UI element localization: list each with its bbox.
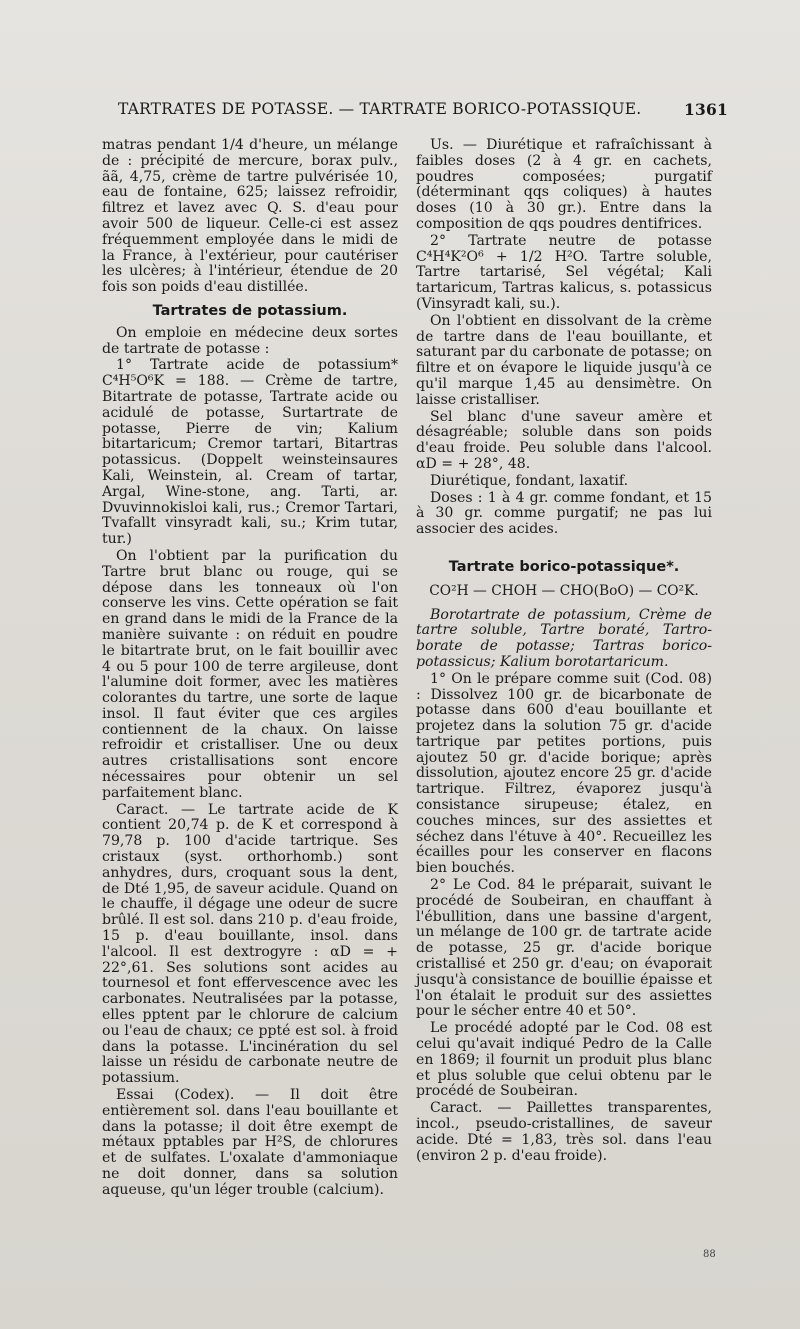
paragraph-preparation: 1° On le prépare comme suit (Cod. 08) : Dissolvez 100 gr. de bicarbonate de potasse dans 600 d'eau bouillante et projetez dans la solution 75 gr. d'acide tartrique par petites portions, puis ajoutez 50 gr. d'acide borique; après dissolution, ajoutez encore 25 gr. d'acide tartrique. Filtrez, évaporez jusqu'à consistance sirupeuse; étalez, en couches minces, sur des assiettes et séchez dans l'étuve à 40°. Recueillez les écailles pour les conserver en flacons bien bouchés.: [416, 670, 712, 877]
section-heading-tartrates: Tartrates de potassium.: [152, 302, 348, 319]
signature-mark: 88: [703, 1249, 716, 1260]
paragraph: 2° Le Cod. 84 le préparait, suivant le procédé de Soubeiran, en chauffant à l'ébullition, dans une bassine d'argent, un mélange de 100 gr. de tartrate acide de potasse, 25 gr. d'acide borique cristallisé et 250 gr. d'eau; on évaporait jusqu'à consistance de bouillie épaisse et l'on étalait le produit sur des assiettes pour le sécher entre 40 et 50°.: [416, 877, 712, 1020]
paragraph-caracteres: Caract. — Paillettes transparentes, incol., pseudo-cristallines, de saveur acide. Dté = 1,83, très sol. dans l'eau (environ 2 p. d'eau froide).: [416, 1100, 712, 1164]
left-column: [102, 138, 398, 1200]
right-column: [416, 138, 712, 1165]
page-number: 1361: [684, 100, 728, 119]
paragraph-synonyms: Borotartrate de potassium, Crème de tartre soluble, Tartre boraté, Tartro-borate de potasse; Tartras borico-potassicus; Kalium borotartaricum.: [416, 606, 712, 670]
paragraph: matras pendant 1/4 d'heure, un mélange de : précipité de mercure, borax pulv., ãã, 4,75, crème de tartre pulvérisée 10, eau de fontaine, 625; laissez refroidir, filtrez et lavez avec Q. S. d'eau pour avoir 500 de liqueur. Celle-ci est assez fréquemment employée dans le midi de la France, à l'extérieur, pour cautériser les ulcères; à l'intérieur, étendue de 20 fois son poids d'eau distillée.: [102, 137, 398, 296]
paragraph: On l'obtient en dissolvant de la crème de tartre dans de l'eau bouillante, et saturant par du carbonate de potasse; on filtre et on évapore le liquide jusqu'à ce qu'il marque 1,45 au densimètre. On laisse cristalliser.: [416, 312, 712, 408]
paragraph-usages: Us. — Diurétique et rafraîchissant à faibles doses (2 à 4 gr. en cachets, poudres composées; purgatif (déterminant qqs coliques) à hautes doses (10 à 30 gr.). Entre dans la composition de qqs poudres dentifrices.: [416, 137, 712, 232]
paragraph-essai: Essai (Codex). — Il doit être entièrement sol. dans l'eau bouillante et dans la potasse; il doit être exempt de métaux pptables par H²S, de chlorures et de sulfates. L'oxalate d'ammoniaque ne doit donner, dans sa solution aqueuse, qu'un léger trouble (calcium).: [102, 1087, 398, 1198]
section-heading-borico: Tartrate borico-potassique*.: [448, 558, 680, 575]
chemical-formula: CO²H — CHOH — CHO(BoO) — CO²K.: [429, 582, 699, 599]
paragraph: On l'obtient par la purification du Tartre brut blanc ou rouge, qui se dépose dans les tonneaux où l'on conserve les vins. Cette opération se fait en grand dans le midi de la France de la manière suivante : on réduit en poudre le bitartrate brut, on le fait bouillir avec 4 ou 5 pour 100 de terre argileuse, dont l'alumine doit former, avec les matières colorantes du tartre, une sorte de laque insol. Il faut éviter que ces argiles contiennent de la chaux. On laisse refroidir et cristalliser. Une ou deux autres cristallisations sont encore nécessaires pour obtenir un sel parfaitement blanc.: [102, 547, 398, 801]
paragraph: Le procédé adopté par le Cod. 08 est celui qu'avait indiqué Pedro de la Calle en 1869; il fournit un produit plus blanc et plus soluble que celui obtenu par le procédé de Soubeiran.: [416, 1020, 712, 1100]
paragraph-caracteres: Caract. — Le tartrate acide de K contient 20,74 p. de K et correspond à 79,78 p. 100 d'acide tartrique. Ses cristaux (syst. orthorhomb.) sont anhydres, durs, croquant sous la dent, de Dté 1,95, de saveur acidule. Quand on le chauffe, il dégage une odeur de sucre brûlé. Il est sol. dans 210 p. d'eau froide, 15 p. d'eau bouillante, insol. dans l'alcool. Il est dextrogyre : αD = + 22°,61. Ses solutions sont acides au tournesol et font effervescence avec les carbonates. Neutralisées par la potasse, elles pptent par le chlorure de calcium ou l'eau de chaux; ce ppté est sol. à froid dans la potasse. L'incinération du sel laisse un résidu de carbonate neutre de potassium.: [102, 801, 398, 1087]
paragraph-tartrate-neutre: 2° Tartrate neutre de potasse C⁴H⁴K²O⁶ + 1/2 H²O. Tartre soluble, Tartre tartarisé, Sel végétal; Kali tartaricum, Tartras kalicus, s. potassicus (Vinsyradt kali, su.).: [416, 232, 712, 312]
paragraph: On emploie en médecine deux sortes de tartrate de potasse :: [102, 324, 398, 357]
paragraph-doses: Doses : 1 à 4 gr. comme fondant, et 15 à 30 gr. comme purgatif; ne pas lui associer des acides.: [416, 489, 712, 538]
paragraph-tartrate-acide: 1° Tartrate acide de potassium* C⁴H⁵O⁶K = 188. — Crème de tartre, Bitartrate de potasse, Tartrate acide ou acidulé de potasse, Surtartrate de potasse, Pierre de vin; Kalium bitartaricum; Cremor tartari, Bitartras potassicus. (Doppelt weinsteinsaures Kali, Weinstein, al. Cream of tartar, Argal, Wine-stone, ang. Tarti, ar. Dvuvinnokisloi kali, rus.; Cremor Tartari, Tvafallt vinsyradt kali, su.; Krim tutar, tur.): [102, 357, 398, 548]
paragraph: Diurétique, fondant, laxatif.: [430, 472, 629, 489]
paragraph: Sel blanc d'une saveur amère et désagréable; soluble dans son poids d'eau froide. Peu soluble dans l'alcool. αD = + 28°, 48.: [416, 408, 712, 472]
header-title: TARTRATES DE POTASSE. — TARTRATE BORICO-POTASSIQUE.: [118, 100, 642, 118]
